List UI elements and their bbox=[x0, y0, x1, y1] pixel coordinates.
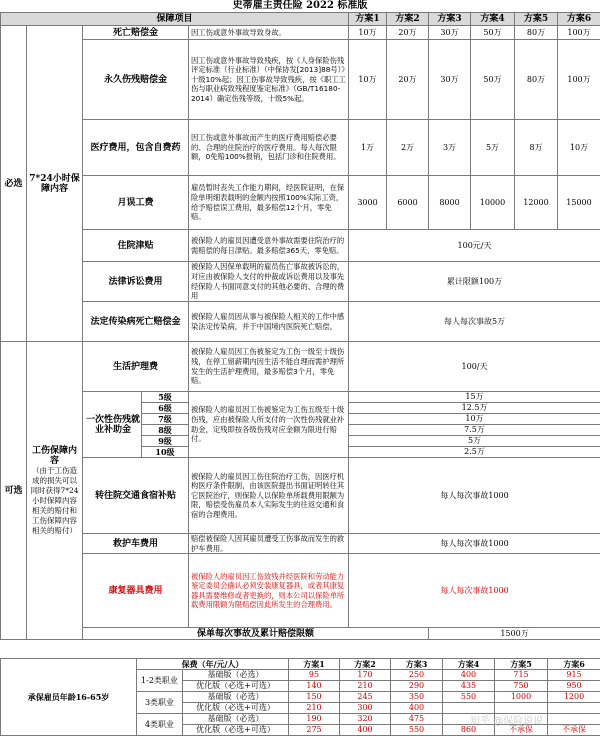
plan-value: 80万 bbox=[515, 26, 558, 40]
category-note: （由于工伤造成的损失可以同时获得7*24小时保障内容相关的赔付和工伤保障内容相关的赔付） bbox=[30, 465, 79, 535]
plan-value: 10万 bbox=[558, 120, 600, 176]
price: 750 bbox=[495, 681, 548, 692]
header-plan: 方案5 bbox=[515, 13, 558, 26]
price: 140 bbox=[289, 681, 340, 692]
header-plan: 方案2 bbox=[387, 13, 429, 26]
level-label: 7级 bbox=[141, 414, 189, 425]
price: 715 bbox=[495, 670, 548, 681]
merged-value: 每人每次事故5万 bbox=[349, 302, 600, 342]
plan-value: 100万 bbox=[558, 40, 600, 120]
table-row bbox=[1, 628, 600, 640]
price: 275 bbox=[289, 725, 340, 736]
plan-value: 8万 bbox=[515, 120, 558, 176]
header-plan: 方案2 bbox=[340, 659, 391, 670]
item-name: 法律诉讼费用 bbox=[83, 262, 189, 302]
table-row bbox=[1, 120, 600, 176]
merged-value: 12.5万 bbox=[349, 403, 600, 414]
occupation-class: 3类职业 bbox=[137, 692, 183, 714]
merged-value: 累计限额100万 bbox=[349, 262, 600, 302]
price: 95 bbox=[289, 670, 340, 681]
merged-value: 每人每次事故1000 bbox=[349, 534, 600, 554]
table-row bbox=[1, 342, 600, 392]
plan-value: 10万 bbox=[349, 26, 387, 40]
plan-value: 30万 bbox=[429, 26, 471, 40]
category-work-injury bbox=[27, 342, 83, 640]
item-desc: 被保险人的雇员因工伤致残并经医院和劳动能力鉴定委员会确认必须安装康复器具，或者其康复器具需要维修或者更换的，则本公司以保险单所载费用限额为限赔偿因此所发生的合理费用。 bbox=[189, 554, 349, 628]
plan-value: 5万 bbox=[471, 120, 515, 176]
price: 210 bbox=[340, 681, 391, 692]
plan-type: 基础版（必选） bbox=[183, 692, 289, 703]
coverage-table bbox=[0, 12, 600, 640]
header-plan: 方案3 bbox=[391, 659, 443, 670]
price: 550 bbox=[443, 692, 495, 703]
level-label: 9级 bbox=[141, 436, 189, 447]
item-name: 一次性伤残就业补助金 bbox=[85, 414, 140, 435]
plan-value: 3000 bbox=[349, 176, 387, 230]
item-desc: 因工伤或意外事故导致身故。 bbox=[189, 26, 349, 40]
plan-type: 基础版（必选） bbox=[183, 714, 289, 725]
plan-value: 30万 bbox=[429, 40, 471, 120]
item-desc: 因工伤或意外事故而产生的医疗费用赔偿必要的、合理的住院治疗的医疗费用。每人每次限额，0免赔100%报销，包括门诊和住院费用。 bbox=[189, 120, 349, 176]
item-name: 死亡赔偿金 bbox=[83, 26, 189, 40]
plan-value: 10000 bbox=[471, 176, 515, 230]
merged-value: 5万 bbox=[349, 436, 600, 447]
total-value: 1500万 bbox=[429, 628, 600, 640]
header-item: 保障项目 bbox=[1, 13, 349, 26]
level-label: 8级 bbox=[141, 425, 189, 436]
price: 190 bbox=[289, 714, 340, 725]
level-label: 10级 bbox=[141, 447, 189, 458]
table-row bbox=[1, 554, 600, 628]
item-desc: 被保险人因保单载明的雇员伤亡事故被诉讼的，对应由被保险人支付的仲裁或诉讼费用以及事先经保险人书面同意支付的其他必要的、合理的费用 bbox=[189, 262, 349, 302]
price: 475 bbox=[391, 714, 443, 725]
price: 300 bbox=[340, 703, 391, 714]
price: 250 bbox=[391, 670, 443, 681]
price: 290 bbox=[391, 681, 443, 692]
price: 150 bbox=[289, 692, 340, 703]
table-row bbox=[1, 26, 600, 40]
price bbox=[548, 703, 600, 714]
table-row bbox=[1, 302, 600, 342]
table-row bbox=[1, 40, 600, 120]
merged-value: 7.5万 bbox=[349, 425, 600, 436]
plan-type: 优化版（必选+可选） bbox=[183, 703, 289, 714]
merged-value: 100/天 bbox=[349, 342, 600, 392]
level-label: 6级 bbox=[141, 403, 189, 414]
item-name: 康复器具费用 bbox=[83, 554, 189, 628]
header-plan: 方案4 bbox=[443, 659, 495, 670]
table-row bbox=[1, 176, 600, 230]
price: 400 bbox=[391, 703, 443, 714]
plan-value: 20万 bbox=[387, 40, 429, 120]
premium-header: 保费（年/元/人） bbox=[137, 659, 289, 670]
page-title: 史蒂雇主责任险 2022 标准版 bbox=[232, 0, 368, 11]
plan-value: 15000 bbox=[558, 176, 600, 230]
item-desc: 被保险人的雇员因遭受意外事故需要住院治疗的需赔偿的每日津贴。最多赔偿365天，零免赔。 bbox=[189, 230, 349, 262]
plan-value: 20万 bbox=[387, 26, 429, 40]
plan-value: 6000 bbox=[387, 176, 429, 230]
category-24h: 7*24小时保障内容 bbox=[27, 26, 83, 342]
item-desc: 被保险人的雇员因工伤被鉴定为工伤五级至十级伤残，应由被保险人所支付的一次性伤残就业补助金，定残即按各级伤残对应金额为限进行赔付。 bbox=[189, 392, 349, 458]
header-plan: 方案5 bbox=[495, 659, 548, 670]
item-name: 住院津贴 bbox=[83, 230, 189, 262]
plan-value: 3万 bbox=[429, 120, 471, 176]
category-title: 工伤保障内容 bbox=[31, 445, 77, 466]
plan-value: 12000 bbox=[515, 176, 558, 230]
price: 1200 bbox=[548, 692, 600, 703]
table-row bbox=[1, 392, 600, 403]
header-plan: 方案4 bbox=[471, 13, 515, 26]
item-name: 永久伤残赔偿金 bbox=[83, 40, 189, 120]
item-name: 医疗费用，包含自费药 bbox=[83, 120, 189, 176]
header-plan: 方案6 bbox=[548, 659, 600, 670]
item-name: 生活护理费 bbox=[83, 342, 189, 392]
item-desc: 被保险人雇员因工伤被鉴定为工伤一级至十级伤残，在停工留薪期内因生活不能自理而需护理所发生的生活护理费用，最多赔偿3个月，零免赔。 bbox=[189, 342, 349, 392]
header-plan: 方案1 bbox=[289, 659, 340, 670]
price: 350 bbox=[391, 692, 443, 703]
watermark: 知乎 @保险说说 bbox=[470, 716, 544, 727]
price: 400 bbox=[443, 670, 495, 681]
coverage-header-row bbox=[1, 13, 600, 26]
plan-value: 8000 bbox=[429, 176, 471, 230]
plan-value: 1万 bbox=[349, 120, 387, 176]
item-name: 法定传染病死亡赔偿金 bbox=[83, 302, 189, 342]
table-row bbox=[1, 534, 600, 554]
merged-value: 每人每次事故1000 bbox=[349, 554, 600, 628]
occupation-class: 1-2类职业 bbox=[137, 670, 183, 692]
price: 320 bbox=[340, 714, 391, 725]
item-name: 救护车费用 bbox=[83, 534, 189, 554]
price: 550 bbox=[391, 725, 443, 736]
plan-value: 100万 bbox=[558, 26, 600, 40]
price: 915 bbox=[548, 670, 600, 681]
header-plan: 方案6 bbox=[558, 13, 600, 26]
price: 245 bbox=[340, 692, 391, 703]
price: 不承保 bbox=[548, 725, 600, 736]
item-name: 转往院交通食宿补贴 bbox=[83, 458, 189, 534]
item-desc: 雇员暂时丧失工作能力期间，经医院证明，在保险单明细表载明的金额内按照100%实际工资，给予赔偿误工费用，最多赔偿12个月，零免赔。 bbox=[189, 176, 349, 230]
plan-type: 基础版（必选） bbox=[183, 670, 289, 681]
premium-header-row bbox=[1, 659, 600, 670]
merged-value: 每人每次事故1000 bbox=[349, 458, 600, 534]
plan-type: 优化版（必选+可选） bbox=[183, 681, 289, 692]
item-name: 月误工费 bbox=[83, 176, 189, 230]
table-row bbox=[1, 262, 600, 302]
total-label: 保单每次事故及累计赔偿限额 bbox=[83, 628, 429, 640]
header-plan: 方案3 bbox=[429, 13, 471, 26]
plan-value: 10万 bbox=[349, 40, 387, 120]
age-label: 承保雇员年龄16-65岁 bbox=[1, 659, 137, 736]
price: 950 bbox=[548, 681, 600, 692]
plan-value: 50万 bbox=[471, 26, 515, 40]
group-optional: 可选 bbox=[1, 342, 27, 640]
table-row bbox=[1, 230, 600, 262]
price: 435 bbox=[443, 681, 495, 692]
item-desc: 赔偿被保险人因其雇员遭受工伤事故而发生的救护车费用。 bbox=[189, 534, 349, 554]
price: 170 bbox=[340, 670, 391, 681]
level-labels bbox=[141, 392, 189, 458]
plan-value: 2万 bbox=[387, 120, 429, 176]
price: 210 bbox=[289, 703, 340, 714]
plan-value: 50万 bbox=[471, 40, 515, 120]
item-desc: 被保险人雇员因从事与被保险人相关的工作中感染法定传染病，并于中国境内医院死亡赔偿。 bbox=[189, 302, 349, 342]
price: 不承保 bbox=[495, 725, 548, 736]
item-desc: 因工伤或意外事故导致残疾，按《人身保险伤残评定标准（行业标准）（中保协发[2013]88号）》十级10%起；因工伤事故导致残疾，按《职工工伤与职业病致残程度鉴定标准》（GB/T16180-2014）确定伤残等级，十级5%起。 bbox=[189, 40, 349, 120]
price: 1000 bbox=[495, 692, 548, 703]
plan-type: 优化版（必选+可选） bbox=[183, 725, 289, 736]
plan-value: 80万 bbox=[515, 40, 558, 120]
group-required: 必选 bbox=[1, 26, 27, 342]
price bbox=[548, 714, 600, 725]
header-plan: 方案1 bbox=[349, 13, 387, 26]
merged-value: 100元/天 bbox=[349, 230, 600, 262]
price: 400 bbox=[340, 725, 391, 736]
merged-value: 15万 bbox=[349, 392, 600, 403]
occupation-class: 4类职业 bbox=[137, 714, 183, 736]
price: 860 bbox=[443, 725, 495, 736]
item-desc: 被保险人的雇员因工伤住院治疗工伤，因医疗机构医疗条件限制，由该医院提出书面证明转往其它医院治疗，则保险人以保险单所载费用限额为限，赔偿受伤雇员本人实际发生的往返交通和食宿的合理费用。 bbox=[189, 458, 349, 534]
merged-value: 2.5万 bbox=[349, 447, 600, 458]
level-label: 5级 bbox=[141, 392, 189, 403]
table-row bbox=[1, 458, 600, 534]
merged-value: 10万 bbox=[349, 414, 600, 425]
